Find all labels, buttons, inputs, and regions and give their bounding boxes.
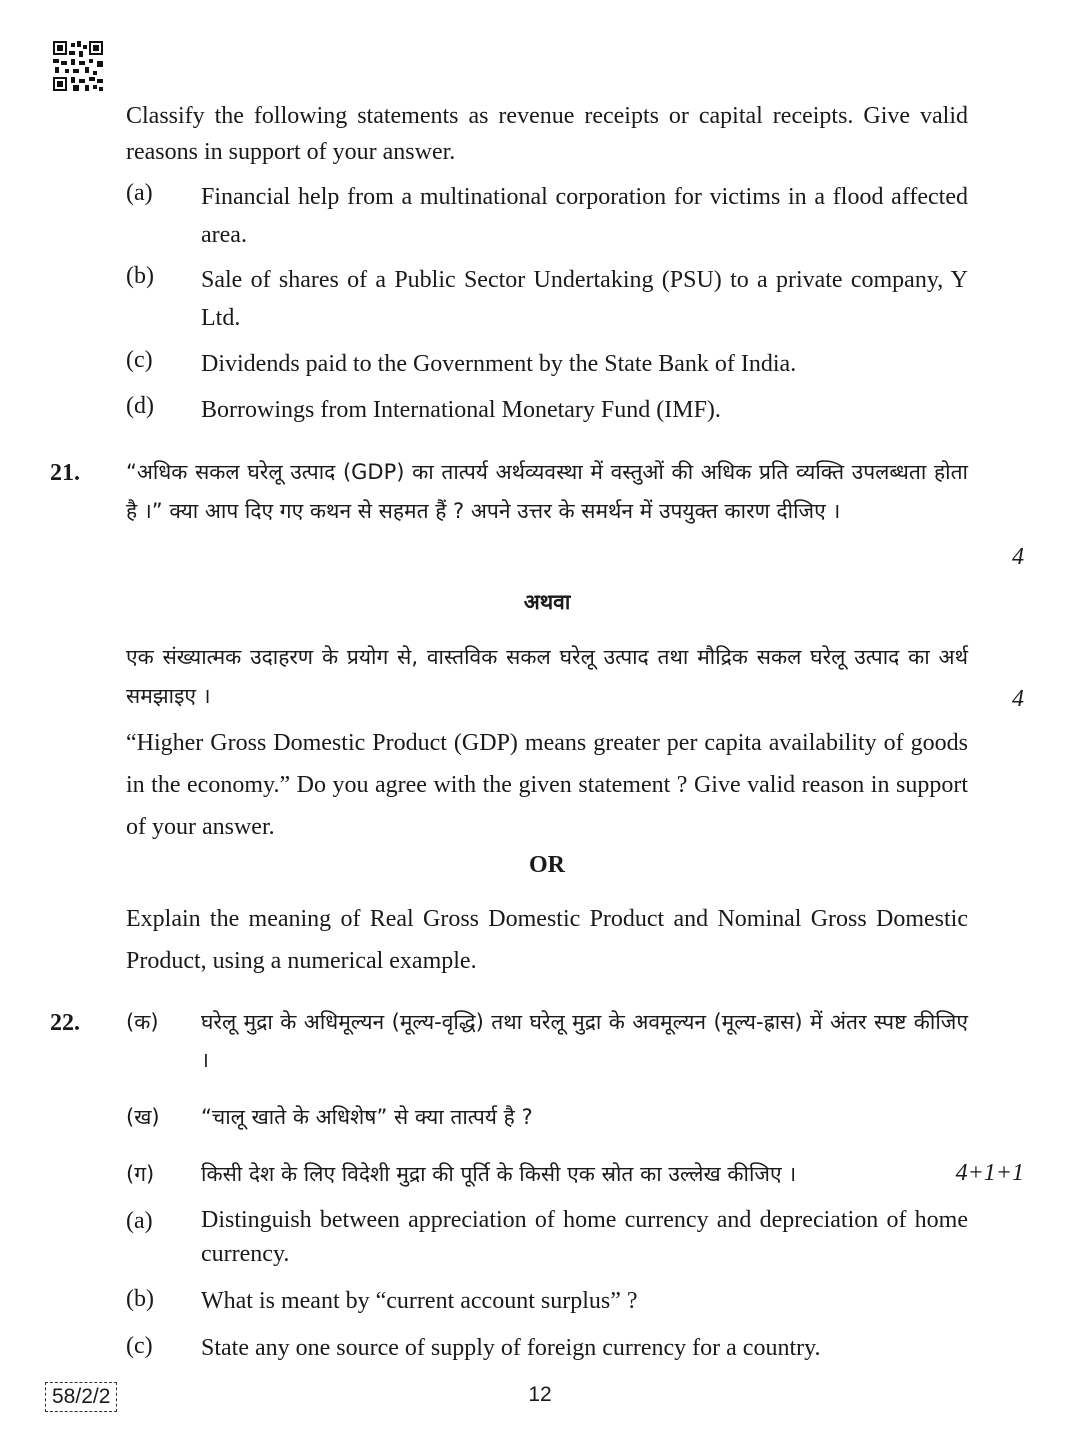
q21-hindi-alternative: एक संख्यात्मक उदाहरण के प्रयोग से, वास्तविक सकल घरेलू उत्पाद तथा मौद्रिक सकल घरेलू उत्पाद का अर्थ समझाइए । [126,645,968,708]
q20-item-a-text: Financial help from a multinational corporation for victims in a flood affected area. [201,184,968,248]
q22-item-b-label: (b) [126,1286,154,1312]
q21-marks-2: 4 [1012,686,1024,712]
q20-item-c-text: Dividends paid to the Government by the State Bank of India. [201,351,797,377]
q22-hindi-item-ga-label: (ग) [126,1162,155,1186]
q21-english-alternative: Explain the meaning of Real Gross Domestic Product and Nominal Gross Domestic Product, using a numerical example. [126,906,968,974]
q22-hindi-item-ka-label: (क) [126,1010,159,1034]
q21-marks-1: 4 [1012,544,1024,570]
q22-item-c-text: State any one source of supply of foreign currency for a country. [201,1335,821,1361]
q22-hindi-item-kha-label: (ख) [126,1105,160,1129]
q22-marks: 4+1+1 [955,1160,1024,1186]
q20-item-b-label: (b) [126,263,154,289]
page-number: 12 [528,1383,552,1406]
q22-item-a-text: Distinguish between appreciation of home currency and depreciation of home currency. [201,1207,968,1267]
q21-hindi-or: अथवा [523,590,571,614]
paper-code: 58/2/2 [45,1382,117,1412]
q20-item-b-text: Sale of shares of a Public Sector Undertaking (PSU) to a private company, Y Ltd. [201,267,968,331]
q22-hindi-item-ka-text: घरेलू मुद्रा के अधिमूल्यन (मूल्य-वृद्धि) तथा घरेलू मुद्रा के अवमूल्यन (मूल्य-ह्रास) में अंतर स्पष्ट कीजिए । [201,1010,968,1072]
question-number-21: 21. [50,460,80,486]
q21-hindi-question: “अधिक सकल घरेलू उत्पाद (GDP) का तात्पर्य अर्थव्यवस्था में वस्तुओं की अधिक प्रति व्यक्ति उपलब्धता होता है ।” क्या आप दिए गए कथन से सहमत हैं ? अपने उत्तर के समर्थन में उपयुक्त कारण दीजिए । [126,460,968,523]
q20-item-d-text: Borrowings from International Monetary Fund (IMF). [201,397,721,423]
q22-item-a-label: (a) [126,1208,153,1234]
q21-english-or: OR [529,852,565,878]
q21-english-question: “Higher Gross Domestic Product (GDP) means greater per capita availability of goods in the economy.” Do you agree with the given statement ? Give valid reason in support of your answer. [126,730,968,840]
q20-item-a-label: (a) [126,180,153,206]
q22-item-c-label: (c) [126,1333,153,1359]
q22-hindi-item-ga-text: किसी देश के लिए विदेशी मुद्रा की पूर्ति के किसी एक स्रोत का उल्लेख कीजिए । [201,1162,797,1186]
q22-hindi-item-kha-text: “चालू खाते के अधिशेष” से क्या तात्पर्य है ? [201,1105,533,1129]
q20-item-c-label: (c) [126,347,153,373]
q20-item-d-label: (d) [126,393,154,419]
question-number-22: 22. [50,1010,80,1036]
q22-item-b-text: What is meant by “current account surplus” ? [201,1288,638,1314]
q20-intro: Classify the following statements as revenue receipts or capital receipts. Give valid reasons in support of your answer. [126,103,968,165]
qr-code-icon [53,41,105,91]
